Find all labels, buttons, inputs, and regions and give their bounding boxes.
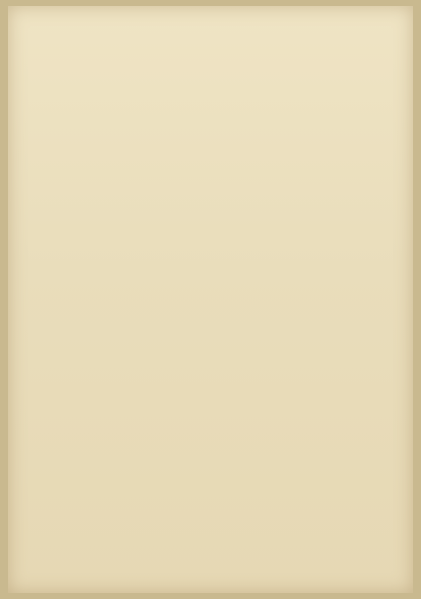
body-text (30, 36, 385, 556)
book-page (8, 6, 413, 593)
